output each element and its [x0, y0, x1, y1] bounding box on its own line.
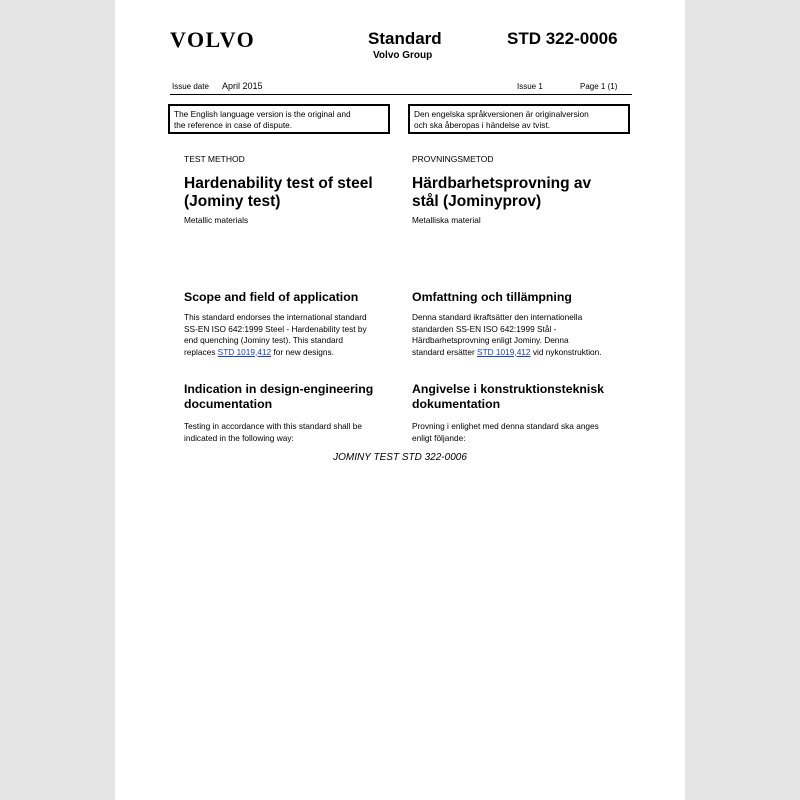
- language-note-en-line: the reference in case of dispute.: [174, 120, 293, 130]
- language-note-sv-line: och ska åberopas i händelse av tvist.: [414, 120, 551, 130]
- document-subtitle: Metallic materials: [184, 215, 249, 225]
- designation-example: JOMINY TEST STD 322-0006: [333, 452, 467, 463]
- paragraph-text: standard ersätter: [412, 346, 478, 357]
- std-1019-link[interactable]: STD 1019,412: [217, 346, 272, 357]
- indication-paragraph: [184, 421, 362, 444]
- section-label: TEST METHOD: [184, 154, 245, 164]
- indication-paragraph: [412, 421, 599, 444]
- title-line: Hardenability test of steel: [184, 175, 373, 192]
- paragraph-text: replaces: [184, 346, 218, 357]
- paragraph-text: for new designs.: [271, 346, 334, 357]
- language-note-sv-line: Den engelska språkversionen är originalversion: [414, 109, 589, 119]
- scope-heading: Scope and field of application: [184, 290, 359, 304]
- section-label: PROVNINGSMETOD: [412, 154, 494, 164]
- issue-date: April 2015: [222, 81, 263, 91]
- issue-date-label: Issue date: [172, 82, 209, 91]
- standard-number: STD 322-0006: [507, 29, 618, 48]
- paragraph-line: Härdbarhetsprovning enligt Jominy. Denna: [412, 335, 569, 345]
- page-number: Page 1 (1): [580, 82, 618, 91]
- document-subtitle: Metalliska material: [412, 215, 481, 225]
- issue-number: Issue 1: [517, 82, 543, 91]
- scope-heading: Omfattning och tillämpning: [412, 290, 572, 304]
- language-note-en: [168, 104, 390, 134]
- document-title: [184, 175, 373, 211]
- paragraph-line: This standard endorses the international standard: [184, 312, 367, 322]
- title-line: (Jominy test): [184, 193, 281, 210]
- paragraph-line: [184, 347, 367, 359]
- doc-type: Standard: [368, 29, 442, 48]
- volvo-logo: VOLVO: [170, 27, 256, 52]
- paragraph-line: SS-EN ISO 642:1999 Steel - Hardenability test by: [184, 323, 367, 334]
- language-note-en-line: The English language version is the original and: [174, 109, 351, 119]
- document-title: [412, 175, 591, 211]
- header-rule: [170, 94, 632, 95]
- organization: Volvo Group: [373, 50, 433, 61]
- scope-paragraph: [184, 312, 367, 358]
- paragraph-line: Testing in accordance with this standard shall be: [184, 421, 363, 431]
- std-1019-link[interactable]: STD 1019,412: [477, 346, 531, 357]
- scope-paragraph: [412, 312, 602, 358]
- language-note-sv: [408, 104, 630, 134]
- paragraph-line: Denna standard ikraftsätter den internationella: [412, 312, 583, 322]
- paragraph-line: end quenching (Jominy test). This standard: [184, 335, 343, 345]
- heading-line: documentation: [184, 397, 273, 411]
- paragraph-line: [412, 347, 602, 359]
- paragraph-line: Provning i enlighet med denna standard ska anges: [412, 421, 599, 431]
- paragraph-line: standarden SS-EN ISO 642:1999 Stål -: [412, 323, 557, 334]
- paragraph-text: vid nykonstruktion.: [530, 346, 602, 357]
- title-line: stål (Jominyprov): [412, 193, 542, 210]
- title-line: Härdbarhetsprovning av: [412, 175, 592, 192]
- indication-heading: [412, 382, 604, 412]
- heading-line: dokumentation: [412, 397, 501, 411]
- heading-line: Angivelse i konstruktionsteknisk: [412, 382, 605, 396]
- indication-heading: [184, 382, 373, 412]
- paragraph-line: indicated in the following way:: [184, 432, 294, 443]
- paragraph-line: enligt följande:: [412, 432, 466, 443]
- heading-line: Indication in design-engineering: [184, 382, 374, 396]
